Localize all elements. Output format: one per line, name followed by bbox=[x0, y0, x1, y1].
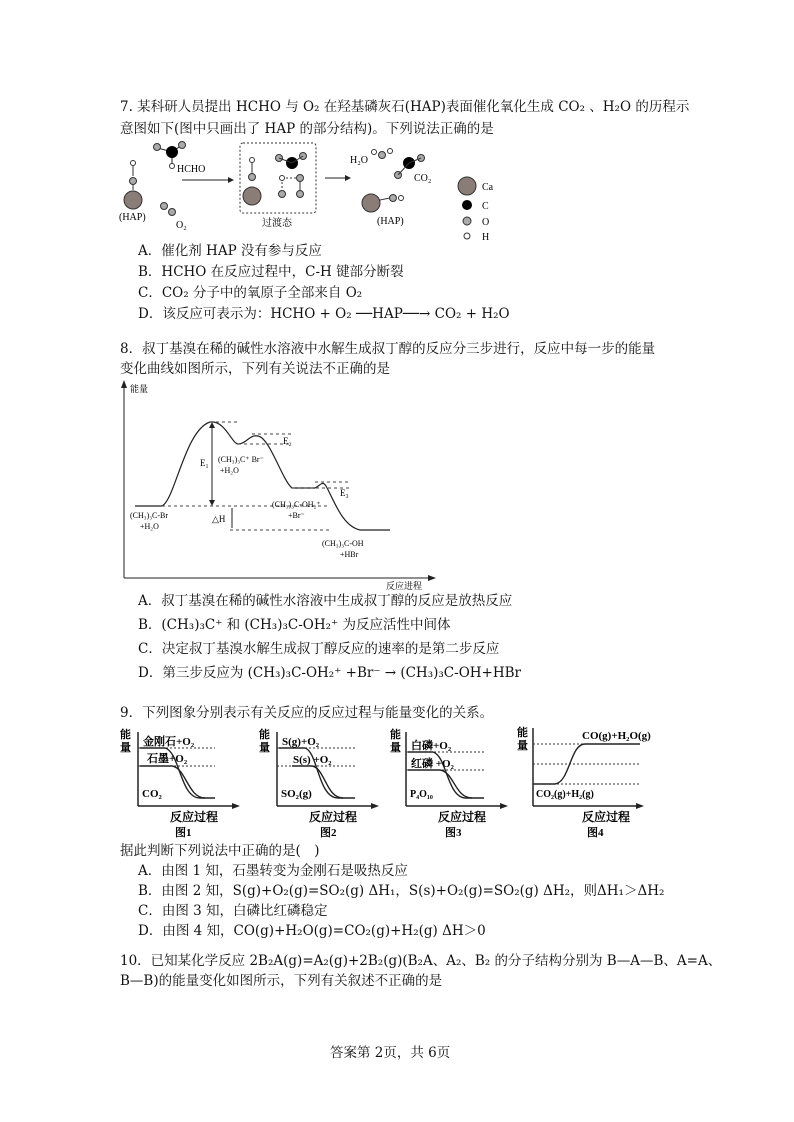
q9-chart-3 bbox=[390, 727, 508, 839]
q8-option-a: A．叔丁基溴在稀的碱性水溶液中生成叔丁醇的反应是放热反应 bbox=[138, 593, 513, 609]
svg-text:反应进程: 反应进程 bbox=[386, 581, 423, 591]
q7-option-b: B．HCHO 在反应过程中，C-H 键部分断裂 bbox=[138, 264, 404, 280]
svg-text:P₄O₁₀: P₄O₁₀ bbox=[410, 789, 433, 800]
svg-text:(HAP): (HAP) bbox=[119, 212, 146, 223]
page-footer: 答案第 2页，共 6页 bbox=[330, 1045, 451, 1061]
svg-text:能: 能 bbox=[120, 729, 131, 741]
svg-text:红磷 +O₂: 红磷 +O₂ bbox=[411, 758, 454, 770]
svg-text:E₁: E₁ bbox=[200, 458, 209, 468]
q10-stem-line2: B—B)的能量变化如图所示，下列有关叙述不正确的是 bbox=[120, 973, 443, 989]
q9-chart-2 bbox=[259, 727, 379, 839]
q9-option-d: D．由图 4 知，CO(g)+H₂O(g)=CO₂(g)+H₂(g) ΔH＞0 bbox=[138, 923, 486, 939]
svg-text:能: 能 bbox=[390, 729, 401, 741]
svg-text:(CH₃)₃C⁺ Br⁻: (CH₃)₃C⁺ Br⁻ bbox=[218, 455, 264, 464]
svg-text:石墨+O₂: 石墨+O₂ bbox=[147, 753, 188, 765]
svg-text:O: O bbox=[482, 217, 490, 228]
svg-text:+H₂O: +H₂O bbox=[140, 522, 159, 531]
svg-text:图3: 图3 bbox=[445, 827, 462, 839]
svg-text:白磷+O₂: 白磷+O₂ bbox=[411, 740, 452, 752]
q9-chart-4 bbox=[517, 725, 651, 839]
svg-text:(CH₃)₃C-OH: (CH₃)₃C-OH bbox=[322, 539, 364, 548]
q9-stem-line2: 据此判断下列说法中正确的是( ) bbox=[120, 843, 320, 859]
q8-option-b: B．(CH₃)₃C⁺ 和 (CH₃)₃C-OH₂⁺ 为反应活性中间体 bbox=[138, 617, 451, 633]
svg-text:CO₂(g)+H₂(g): CO₂(g)+H₂(g) bbox=[536, 789, 594, 800]
q9-stem-line1: 9．下列图象分别表示有关反应的反应过程与能量变化的关系。 bbox=[120, 705, 494, 721]
q7-option-c: C．CO₂ 分子中的氧原子全部来自 O₂ bbox=[138, 285, 363, 301]
q8-option-c: C．决定叔丁基溴水解生成叔丁醇反应的速率的是第二步反应 bbox=[138, 641, 500, 657]
svg-text:C: C bbox=[482, 201, 489, 212]
q8-option-d: D．第三步反应为 (CH₃)₃C-OH₂⁺ +Br⁻ → (CH₃)₃C-OH+HBr bbox=[138, 665, 521, 681]
svg-text:量: 量 bbox=[517, 740, 528, 752]
svg-text:+HBr: +HBr bbox=[340, 550, 359, 559]
svg-text:+Br⁻: +Br⁻ bbox=[288, 511, 305, 520]
q8-stem-line1: 8．叔丁基溴在稀的碱性水溶液中水解生成叔丁醇的反应分三步进行，反应中每一步的能量 bbox=[120, 341, 656, 357]
q9-chart-1 bbox=[120, 727, 240, 839]
svg-text:图1: 图1 bbox=[175, 827, 192, 839]
svg-text:反应过程: 反应过程 bbox=[438, 810, 487, 824]
svg-text:反应过程: 反应过程 bbox=[170, 810, 219, 824]
svg-text:O₂: O₂ bbox=[176, 220, 187, 231]
q7-option-a: A．催化剂 HAP 没有参与反应 bbox=[138, 243, 322, 259]
svg-text:CO(g)+H₂O(g): CO(g)+H₂O(g) bbox=[582, 730, 651, 742]
q10-stem-line1: 10．已知某化学反应 2B₂A(g)=A₂(g)+2B₂(g)(B₂A、A₂、B₂ 的分子结构分别为 B—A—B、A=A、 bbox=[120, 953, 722, 969]
svg-text:反应过程: 反应过程 bbox=[582, 810, 631, 824]
svg-text:△H: △H bbox=[212, 514, 226, 524]
svg-text:E₂: E₂ bbox=[283, 436, 292, 446]
svg-text:量: 量 bbox=[120, 742, 131, 754]
svg-text:S(g)+O₂: S(g)+O₂ bbox=[282, 736, 320, 748]
svg-text:HCHO: HCHO bbox=[177, 164, 206, 175]
svg-text:量: 量 bbox=[259, 742, 270, 754]
svg-text:反应过程: 反应过程 bbox=[309, 810, 358, 824]
svg-text:CO₂: CO₂ bbox=[414, 173, 432, 184]
svg-text:(CH₃)₃C-Br: (CH₃)₃C-Br bbox=[130, 511, 169, 520]
q9-option-a: A．由图 1 知，石墨转变为金刚石是吸热反应 bbox=[138, 863, 408, 879]
q7-option-d: D．该反应可表示为：HCHO + O₂ ──HAP──→ CO₂ + H₂O bbox=[138, 306, 510, 322]
svg-text:(CH₃)₃C-OH₂⁺: (CH₃)₃C-OH₂⁺ bbox=[272, 500, 321, 509]
svg-text:(HAP): (HAP) bbox=[377, 216, 404, 227]
svg-text:能: 能 bbox=[259, 729, 270, 741]
svg-text:CO₂: CO₂ bbox=[142, 788, 162, 800]
svg-text:S(s) +O₂: S(s) +O₂ bbox=[293, 754, 332, 766]
svg-text:金刚石+O₂: 金刚石+O₂ bbox=[143, 736, 195, 748]
svg-text:H: H bbox=[482, 232, 490, 243]
svg-text:H₂O: H₂O bbox=[350, 155, 368, 166]
svg-text:能: 能 bbox=[517, 727, 528, 739]
svg-text:+H₂O: +H₂O bbox=[220, 466, 239, 475]
svg-text:SO₂(g): SO₂(g) bbox=[281, 788, 312, 800]
q7-stem-line1: 7. 某科研人员提出 HCHO 与 O₂ 在羟基磷灰石(HAP)表面催化氧化生成 CO₂ 、H₂O 的历程示 bbox=[120, 99, 690, 115]
svg-text:图2: 图2 bbox=[320, 827, 337, 839]
svg-text:Ca: Ca bbox=[482, 182, 494, 193]
svg-text:量: 量 bbox=[390, 742, 401, 754]
svg-text:图4: 图4 bbox=[587, 827, 604, 839]
svg-text:E₃: E₃ bbox=[340, 488, 349, 498]
q7-stem-line2: 意图如下(图中只画出了 HAP 的部分结构)。下列说法正确的是 bbox=[120, 121, 494, 137]
q9-option-c: C．由图 3 知，白磷比红磷稳定 bbox=[138, 903, 328, 919]
q8-stem-line2: 变化曲线如图所示，下列有关说法不正确的是 bbox=[120, 361, 390, 377]
q9-option-b: B．由图 2 知，S(g)+O₂(g)=SO₂(g) ΔH₁，S(s)+O₂(g)=SO₂(g) ΔH₂，则ΔH₁＞ΔH₂ bbox=[138, 883, 665, 899]
svg-text:过渡态: 过渡态 bbox=[262, 218, 292, 229]
svg-text:能量: 能量 bbox=[130, 384, 149, 394]
